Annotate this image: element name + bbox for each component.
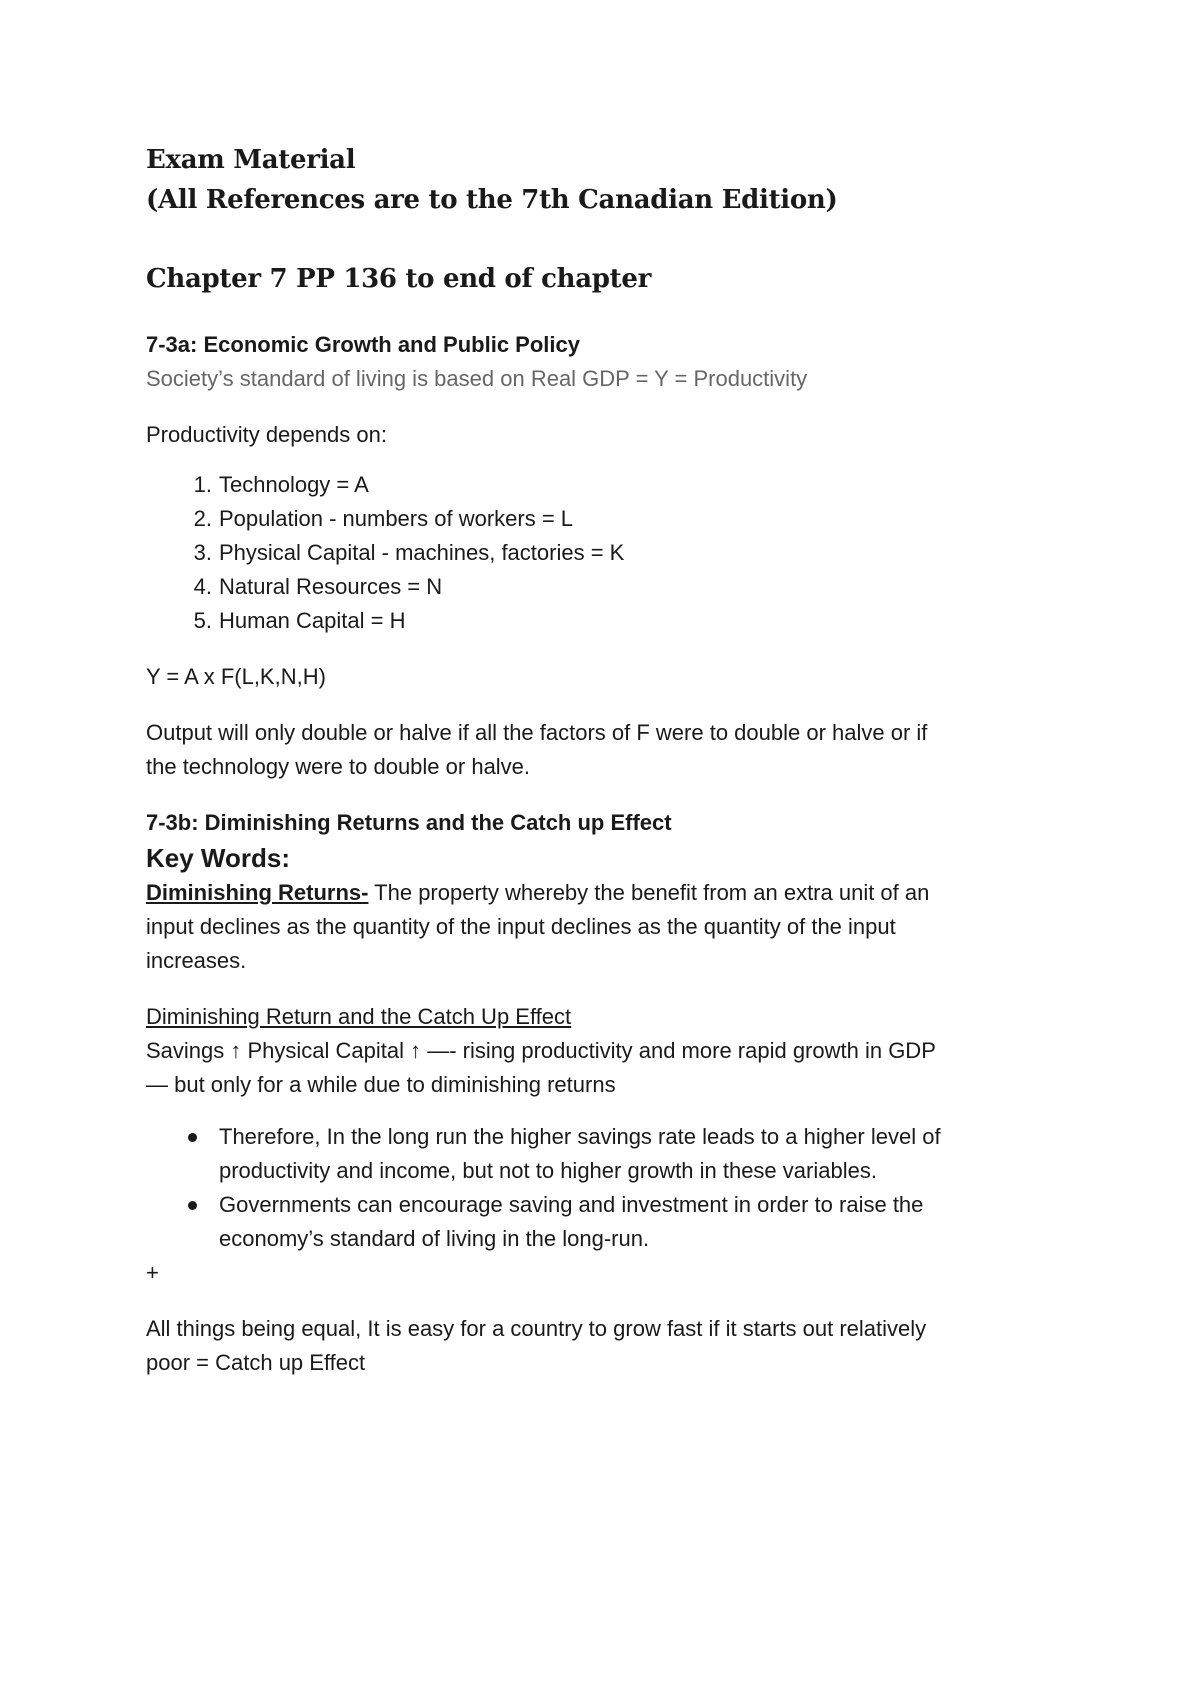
output-line-1: Output will only double or halve if all the factors of F were to double or halve or if	[146, 720, 928, 745]
list-item-text: Natural Resources = N	[219, 574, 443, 599]
catch-up-paragraph	[146, 1312, 1086, 1380]
list-number: 2.	[193, 506, 212, 531]
key-words-heading: Key Words:	[146, 843, 290, 873]
list-number: 5.	[193, 608, 212, 633]
list-item-text: Human Capital = H	[219, 608, 406, 633]
savings-paragraph	[146, 1034, 1086, 1102]
savings-bullet-list	[146, 1120, 1086, 1256]
diminishing-returns-definition	[146, 876, 1086, 978]
output-line-2: the technology were to double or halve.	[146, 754, 531, 779]
list-item	[146, 1120, 1086, 1188]
bullet-line-2: productivity and income, but not to higher growth in these variables.	[219, 1158, 877, 1183]
section-heading-7-3a: 7-3a: Economic Growth and Public Policy	[146, 332, 580, 357]
catch-up-subheading: Diminishing Return and the Catch Up Effect	[146, 1004, 572, 1029]
list-item	[146, 604, 1086, 638]
definition-line-1: The property whereby the benefit from an extra unit of an	[368, 880, 930, 905]
document-title	[146, 140, 1086, 220]
output-paragraph	[146, 716, 1086, 784]
list-item-text: Technology = A	[219, 472, 369, 497]
list-number: 4.	[193, 574, 212, 599]
section-heading-7-3b: 7-3b: Diminishing Returns and the Catch up Effect	[146, 810, 672, 835]
list-number: 3.	[193, 540, 212, 565]
title-line-1: Exam Material	[146, 145, 356, 175]
bullet-line-2: economy’s standard of living in the long-run.	[219, 1226, 650, 1251]
productivity-depends-text: Productivity depends on:	[146, 422, 387, 447]
list-item	[146, 468, 1086, 502]
production-formula: Y = A x F(L,K,N,H)	[146, 664, 326, 689]
chapter-heading: Chapter 7 PP 136 to end of chapter	[146, 264, 652, 294]
bullet-dot	[188, 1133, 197, 1142]
list-item	[146, 570, 1086, 604]
list-number: 1.	[193, 472, 212, 497]
bullet-dot	[188, 1201, 197, 1210]
document-page	[146, 140, 1086, 1380]
bullet-line-1: Therefore, In the long run the higher savings rate leads to a higher level of	[219, 1124, 941, 1149]
list-item-text: Physical Capital - machines, factories = K	[219, 540, 625, 565]
diminishing-returns-term: Diminishing Returns-	[146, 880, 369, 905]
plus-sign: +	[146, 1260, 159, 1285]
catch-up-line-2: poor = Catch up Effect	[146, 1350, 366, 1375]
savings-line-2: — but only for a while due to diminishing returns	[146, 1072, 616, 1097]
definition-line-3: increases.	[146, 948, 247, 973]
list-item	[146, 536, 1086, 570]
title-line-2: (All References are to the 7th Canadian Edition)	[146, 185, 838, 215]
productivity-factors-list	[146, 468, 1086, 638]
definition-line-2: input declines as the quantity of the input declines as the quantity of the input	[146, 914, 896, 939]
catch-up-line-1: All things being equal, It is easy for a country to grow fast if it starts out relatively	[146, 1316, 927, 1341]
savings-line-1: Savings ↑ Physical Capital ↑ —- rising productivity and more rapid growth in GDP	[146, 1038, 936, 1063]
bullet-line-1: Governments can encourage saving and investment in order to raise the	[219, 1192, 924, 1217]
list-item-text: Population - numbers of workers = L	[219, 506, 574, 531]
list-item	[146, 502, 1086, 536]
standard-of-living-text: Society’s standard of living is based on Real GDP = Y = Productivity	[146, 366, 808, 391]
list-item	[146, 1188, 1086, 1256]
